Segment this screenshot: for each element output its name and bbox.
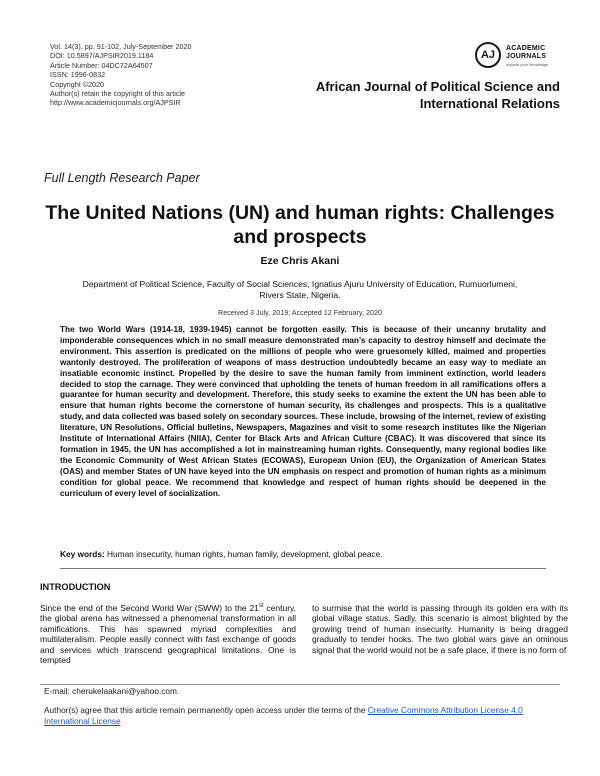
col1-text-start: Since the end of the Second World War (SWW) to the 21: [40, 603, 259, 613]
received-accepted-dates: Received 3 July, 2019; Accepted 12 February, 2020: [218, 308, 382, 317]
journal-name-line1: African Journal of Political Science and: [315, 79, 560, 94]
affiliation-line1: Department of Political Science, Faculty of Social Sciences, Ignatius Ajuru University of Education, Rumuorlumeni,: [82, 279, 518, 289]
meta-line: Vol. 14(3), pp. 91-102, July-September 2020: [50, 42, 192, 51]
keywords-label: Key words:: [60, 549, 105, 559]
meta-line: Author(s) retain the copyright of this article: [50, 89, 186, 99]
license-text: Author(s) agree that this article remain permanently open access under the terms of the: [44, 705, 368, 715]
aj-logo-icon: AJ: [475, 42, 501, 68]
col1-text-rest: century, the global arena has witnessed a phenomenal transformation in all ramifications. This has spawned myriad complexities and multilateralism. People easily connect with fast exchange of goods and services which transcend geographical limitations. One is tempted: [40, 603, 297, 666]
paper-type: Full Length Research Paper: [44, 171, 200, 185]
journal-name-line2: International Relations: [419, 96, 560, 111]
license-link[interactable]: Creative Commons Attribution License 4.0 International License: [44, 705, 523, 726]
publisher-logo: [475, 40, 565, 72]
meta-line: DOI: 10.5897/AJPSIR2019.1184: [50, 51, 154, 61]
meta-line: ISSN: 1996-0832: [50, 70, 106, 80]
logo-text-academic: ACADEMIC: [506, 45, 546, 52]
author-name: Eze Chris Akani: [260, 255, 340, 267]
keywords-list: Human insecurity, human rights, human family, development, global peace.: [107, 549, 383, 559]
meta-line: Article Number: 04DC72A64507: [50, 60, 153, 70]
introduction-heading: INTRODUCTION: [40, 582, 111, 592]
article-metadata: [50, 42, 290, 108]
license-notice: [44, 705, 564, 727]
logo-text-journals: JOURNALS: [506, 53, 547, 60]
affiliation-line2: Rivers State, Nigeria.: [259, 290, 341, 300]
author-affiliation: [48, 279, 552, 301]
body-column-left: [40, 603, 296, 666]
paper-title: [40, 201, 560, 249]
ordinal-suffix: st: [258, 603, 264, 610]
meta-line: http://www.academicjournals.org/AJPSIR: [50, 98, 181, 108]
body-column-right: to surmise that the world is passing through its golden era with its global village status. Sadly, this scenario is almost blighted by the growing trend of human insecurity. Humanity is being dragged gradually to tender hooks. The two global wars gave an ominous signal that the world would not be a safe place, if there is no form of: [312, 603, 568, 655]
abstract-text: The two World Wars (1914-18, 1939-1945) cannot be forgotten easily. This is because of their uncanny brutality and imponderable consequences which in no small measure demonstrated man’s capacity to destroy himself and decimate the environment. This assertion is predicated on the millions of people who were gruesomely killed, maimed and properties wantonly destroyed. The proliferation of weapons of mass destruction undoubtedly became an easy way to mediate an insatiable economic instinct. Propelled by the desire to save the human family from imminent extinction, world leaders decided to stop the carnage. They were convinced that upholding the tenets of human freedom in all ramifications offers a guarantee for human security and development. Therefore, this study seeks to examine the extent the UN has been able to ensure that human rights become the cornerstone of human security, its challenges and prospects. This is a qualitative study, and data collected was based solely on secondary sources. These include, browsing of the internet, review of existing literature, UN Resolutions, Official bulletins, Newspapers, Magazines and visit to some research institutes like the Nigerian Institute of International Affairs (NIIA), Center for Black Arts and African Culture (CBAC). It was discovered that since its formation in 1945, the UN has accomplished a lot in mainstreaming human rights. Consequently, many regional bodies like the Economic Community of West African States (ECOWAS), European Union (EU), the Organization of American States (OAS) and member States of UN have keyed into the UN emphasis on respect and promotion of human rights as a minimum condition for global peace. We recommend that knowledge and respect of human rights should be deepened in the curriculum of every level of socialization.: [60, 325, 546, 498]
meta-line: Copyright ©2020: [50, 79, 105, 89]
journal-name: [280, 78, 560, 112]
logo-tagline: expand your knowledge: [506, 62, 549, 67]
author-email: E-mail: cherukelaakani@yahoo.com.: [44, 686, 180, 696]
title-line1: The United Nations (UN) and human rights: Challenges: [45, 202, 555, 224]
keywords: [60, 549, 546, 559]
footnote-divider: [40, 684, 560, 685]
section-divider: [60, 568, 546, 569]
title-line2: and prospects: [233, 226, 367, 248]
